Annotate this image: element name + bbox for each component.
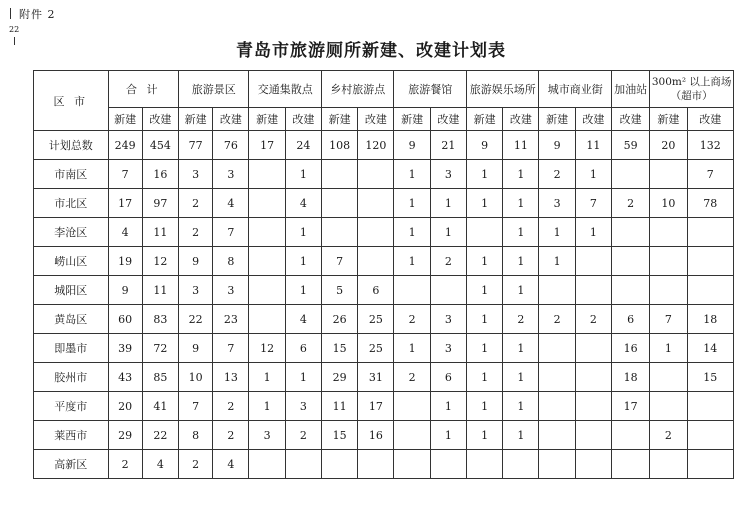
value-cell: [539, 276, 575, 305]
value-cell: [687, 276, 734, 305]
value-cell: [611, 450, 649, 479]
value-cell: 3: [213, 276, 249, 305]
value-cell: 41: [142, 392, 178, 421]
table-row: [34, 305, 734, 334]
value-cell: 1: [466, 363, 502, 392]
region-cell: 平度市: [34, 392, 109, 421]
value-cell: 23: [213, 305, 249, 334]
value-cell: 1: [575, 218, 611, 247]
value-cell: 11: [142, 218, 178, 247]
value-cell: 4: [108, 218, 142, 247]
value-cell: 4: [142, 450, 178, 479]
value-cell: [687, 247, 734, 276]
value-cell: 1: [503, 160, 539, 189]
group-header-restaurant: 旅游餐馆: [394, 71, 467, 108]
value-cell: [650, 218, 687, 247]
value-cell: 18: [687, 305, 734, 334]
value-cell: 1: [503, 334, 539, 363]
value-cell: 1: [285, 160, 321, 189]
value-cell: [466, 450, 502, 479]
value-cell: 1: [430, 421, 466, 450]
value-cell: 2: [539, 305, 575, 334]
sub-header: 新建: [539, 108, 575, 131]
value-cell: [611, 247, 649, 276]
value-cell: [611, 218, 649, 247]
value-cell: [430, 450, 466, 479]
value-cell: 1: [466, 305, 502, 334]
value-cell: [687, 421, 734, 450]
value-cell: 11: [321, 392, 357, 421]
value-cell: 10: [650, 189, 687, 218]
value-cell: [611, 160, 649, 189]
value-cell: [650, 450, 687, 479]
value-cell: 15: [321, 334, 357, 363]
value-cell: 3: [213, 160, 249, 189]
sub-header: 改建: [430, 108, 466, 131]
value-cell: [285, 450, 321, 479]
value-cell: 19: [108, 247, 142, 276]
table-row: [34, 131, 734, 160]
value-cell: [249, 450, 285, 479]
value-cell: [249, 218, 285, 247]
value-cell: 1: [285, 218, 321, 247]
value-cell: 1: [394, 334, 430, 363]
value-cell: 12: [249, 334, 285, 363]
value-cell: 7: [650, 305, 687, 334]
sub-header: 新建: [179, 108, 213, 131]
value-cell: 3: [249, 421, 285, 450]
table-row: [34, 276, 734, 305]
value-cell: 2: [611, 189, 649, 218]
value-cell: [611, 276, 649, 305]
value-cell: 7: [179, 392, 213, 421]
value-cell: 132: [687, 131, 734, 160]
value-cell: 1: [285, 363, 321, 392]
value-cell: 18: [611, 363, 649, 392]
annex-label: [10, 6, 56, 22]
value-cell: 1: [503, 218, 539, 247]
value-cell: 1: [466, 189, 502, 218]
value-cell: 83: [142, 305, 178, 334]
value-cell: [249, 305, 285, 334]
value-cell: [611, 421, 649, 450]
value-cell: 24: [285, 131, 321, 160]
region-cell: 市南区: [34, 160, 109, 189]
value-cell: 25: [358, 334, 394, 363]
value-cell: 1: [466, 334, 502, 363]
value-cell: 4: [285, 189, 321, 218]
value-cell: 1: [539, 247, 575, 276]
value-cell: 3: [430, 334, 466, 363]
value-cell: 2: [213, 392, 249, 421]
table-row: [34, 392, 734, 421]
value-cell: 17: [358, 392, 394, 421]
value-cell: 1: [466, 276, 502, 305]
value-cell: 5: [321, 276, 357, 305]
value-cell: 1: [503, 247, 539, 276]
value-cell: 2: [430, 247, 466, 276]
value-cell: 1: [466, 160, 502, 189]
value-cell: 1: [430, 218, 466, 247]
plan-table-body: [34, 131, 734, 479]
value-cell: 3: [430, 160, 466, 189]
value-cell: [249, 247, 285, 276]
value-cell: 2: [650, 421, 687, 450]
value-cell: 31: [358, 363, 394, 392]
value-cell: [575, 450, 611, 479]
value-cell: 1: [539, 218, 575, 247]
value-cell: [321, 189, 357, 218]
value-cell: 78: [687, 189, 734, 218]
table-row: [34, 189, 734, 218]
region-cell: 高新区: [34, 450, 109, 479]
group-header-gas-station: 加油站: [611, 71, 649, 108]
value-cell: [249, 189, 285, 218]
value-cell: 11: [503, 131, 539, 160]
value-cell: 8: [179, 421, 213, 450]
table-row: [34, 218, 734, 247]
value-cell: 1: [249, 363, 285, 392]
value-cell: 4: [213, 189, 249, 218]
value-cell: [650, 276, 687, 305]
value-cell: [650, 247, 687, 276]
group-header-commercial-street: 城市商业街: [539, 71, 612, 108]
sub-header: 改建: [213, 108, 249, 131]
value-cell: [575, 392, 611, 421]
value-cell: 3: [539, 189, 575, 218]
sub-header: 新建: [466, 108, 502, 131]
value-cell: 2: [503, 305, 539, 334]
value-cell: 1: [503, 276, 539, 305]
value-cell: 3: [179, 160, 213, 189]
page-number-text: 22: [9, 25, 20, 34]
value-cell: 21: [430, 131, 466, 160]
value-cell: 9: [179, 334, 213, 363]
value-cell: 76: [213, 131, 249, 160]
value-cell: 9: [108, 276, 142, 305]
value-cell: 17: [611, 392, 649, 421]
value-cell: [321, 160, 357, 189]
sub-header: 新建: [249, 108, 285, 131]
value-cell: 20: [650, 131, 687, 160]
table-row: [34, 334, 734, 363]
value-cell: 2: [394, 305, 430, 334]
sub-header: 改建: [687, 108, 734, 131]
value-cell: 1: [285, 276, 321, 305]
value-cell: 7: [575, 189, 611, 218]
value-cell: 15: [687, 363, 734, 392]
value-cell: 29: [321, 363, 357, 392]
value-cell: 1: [394, 218, 430, 247]
value-cell: [539, 363, 575, 392]
value-cell: 2: [575, 305, 611, 334]
value-cell: 15: [321, 421, 357, 450]
value-cell: [539, 334, 575, 363]
value-cell: 3: [285, 392, 321, 421]
sub-header: 改建: [142, 108, 178, 131]
value-cell: [394, 392, 430, 421]
value-cell: [687, 392, 734, 421]
value-cell: 7: [213, 218, 249, 247]
value-cell: 2: [108, 450, 142, 479]
sub-header: 改建: [358, 108, 394, 131]
table-row: [34, 247, 734, 276]
value-cell: 72: [142, 334, 178, 363]
value-cell: 6: [285, 334, 321, 363]
value-cell: [249, 276, 285, 305]
value-cell: [466, 218, 502, 247]
table-row: [34, 363, 734, 392]
value-cell: 7: [687, 160, 734, 189]
value-cell: 1: [575, 160, 611, 189]
value-cell: 16: [142, 160, 178, 189]
sub-header: 改建: [285, 108, 321, 131]
value-cell: 60: [108, 305, 142, 334]
value-cell: [650, 160, 687, 189]
value-cell: [430, 276, 466, 305]
value-cell: 454: [142, 131, 178, 160]
region-cell: 市北区: [34, 189, 109, 218]
value-cell: [687, 218, 734, 247]
value-cell: 1: [466, 247, 502, 276]
value-cell: 1: [650, 334, 687, 363]
value-cell: 2: [179, 189, 213, 218]
value-cell: [358, 218, 394, 247]
value-cell: 22: [179, 305, 213, 334]
value-cell: 2: [179, 218, 213, 247]
value-cell: 4: [285, 305, 321, 334]
value-cell: [503, 450, 539, 479]
value-cell: [575, 247, 611, 276]
value-cell: 43: [108, 363, 142, 392]
value-cell: 6: [611, 305, 649, 334]
value-cell: 14: [687, 334, 734, 363]
table-row: [34, 450, 734, 479]
value-cell: 1: [503, 392, 539, 421]
sub-header: 改建: [611, 108, 649, 131]
value-cell: 16: [611, 334, 649, 363]
region-cell: 胶州市: [34, 363, 109, 392]
region-header: 区 市: [34, 71, 109, 131]
region-cell: 黄岛区: [34, 305, 109, 334]
value-cell: [321, 450, 357, 479]
value-cell: 16: [358, 421, 394, 450]
value-cell: [687, 450, 734, 479]
value-cell: 8: [213, 247, 249, 276]
value-cell: [358, 160, 394, 189]
value-cell: 1: [394, 160, 430, 189]
value-cell: 10: [179, 363, 213, 392]
value-cell: 59: [611, 131, 649, 160]
value-cell: 9: [466, 131, 502, 160]
value-cell: [650, 363, 687, 392]
value-cell: 249: [108, 131, 142, 160]
value-cell: 7: [108, 160, 142, 189]
value-cell: [358, 450, 394, 479]
region-cell: 计划总数: [34, 131, 109, 160]
value-cell: 11: [575, 131, 611, 160]
value-cell: 1: [503, 363, 539, 392]
value-cell: 3: [179, 276, 213, 305]
value-cell: 17: [249, 131, 285, 160]
value-cell: [539, 421, 575, 450]
sub-header: 新建: [394, 108, 430, 131]
margin-bar: [10, 8, 11, 19]
value-cell: 1: [394, 189, 430, 218]
value-cell: 39: [108, 334, 142, 363]
value-cell: 6: [430, 363, 466, 392]
table-row: [34, 160, 734, 189]
region-cell: 即墨市: [34, 334, 109, 363]
value-cell: [394, 276, 430, 305]
region-cell: 李沧区: [34, 218, 109, 247]
value-cell: [358, 189, 394, 218]
value-cell: 1: [503, 189, 539, 218]
value-cell: [650, 392, 687, 421]
value-cell: 6: [358, 276, 394, 305]
value-cell: 2: [394, 363, 430, 392]
sub-header: 新建: [108, 108, 142, 131]
value-cell: 22: [142, 421, 178, 450]
sub-header: 改建: [503, 108, 539, 131]
group-header-entertainment: 旅游娱乐场所: [466, 71, 539, 108]
value-cell: 9: [179, 247, 213, 276]
value-cell: 4: [213, 450, 249, 479]
annex-text: 附件 2: [19, 8, 56, 21]
value-cell: 1: [249, 392, 285, 421]
region-cell: 城阳区: [34, 276, 109, 305]
sub-header: 改建: [575, 108, 611, 131]
value-cell: [539, 450, 575, 479]
value-cell: 2: [539, 160, 575, 189]
value-cell: 1: [430, 189, 466, 218]
value-cell: 97: [142, 189, 178, 218]
value-cell: 17: [108, 189, 142, 218]
group-header-transport: 交通集散点: [249, 71, 322, 108]
value-cell: 13: [213, 363, 249, 392]
value-cell: 25: [358, 305, 394, 334]
value-cell: [321, 218, 357, 247]
value-cell: [358, 247, 394, 276]
value-cell: [394, 450, 430, 479]
value-cell: 1: [466, 421, 502, 450]
value-cell: 9: [539, 131, 575, 160]
value-cell: [394, 421, 430, 450]
plan-table: [33, 70, 734, 479]
sub-header: 新建: [321, 108, 357, 131]
value-cell: 29: [108, 421, 142, 450]
group-header-rural: 乡村旅游点: [321, 71, 394, 108]
group-header-total: 合 计: [108, 71, 178, 108]
value-cell: 26: [321, 305, 357, 334]
value-cell: 7: [321, 247, 357, 276]
page-title: 青岛市旅游厕所新建、改建计划表: [236, 41, 506, 61]
value-cell: 2: [213, 421, 249, 450]
value-cell: 1: [466, 392, 502, 421]
value-cell: [575, 363, 611, 392]
region-cell: 莱西市: [34, 421, 109, 450]
value-cell: 9: [394, 131, 430, 160]
value-cell: 120: [358, 131, 394, 160]
value-cell: 85: [142, 363, 178, 392]
value-cell: 11: [142, 276, 178, 305]
value-cell: 2: [285, 421, 321, 450]
value-cell: [575, 334, 611, 363]
value-cell: 1: [503, 421, 539, 450]
value-cell: 1: [394, 247, 430, 276]
group-header-mall: 300m² 以上商场（超市）: [650, 71, 734, 108]
value-cell: [575, 276, 611, 305]
value-cell: 20: [108, 392, 142, 421]
value-cell: [575, 421, 611, 450]
group-header-scenic: 旅游景区: [179, 71, 249, 108]
table-row: [34, 421, 734, 450]
value-cell: 1: [430, 392, 466, 421]
region-cell: 崂山区: [34, 247, 109, 276]
value-cell: 7: [213, 334, 249, 363]
value-cell: 108: [321, 131, 357, 160]
value-cell: 12: [142, 247, 178, 276]
value-cell: 77: [179, 131, 213, 160]
value-cell: [539, 392, 575, 421]
value-cell: 1: [285, 247, 321, 276]
value-cell: 3: [430, 305, 466, 334]
sub-header: 新建: [650, 108, 687, 131]
value-cell: 2: [179, 450, 213, 479]
value-cell: [249, 160, 285, 189]
